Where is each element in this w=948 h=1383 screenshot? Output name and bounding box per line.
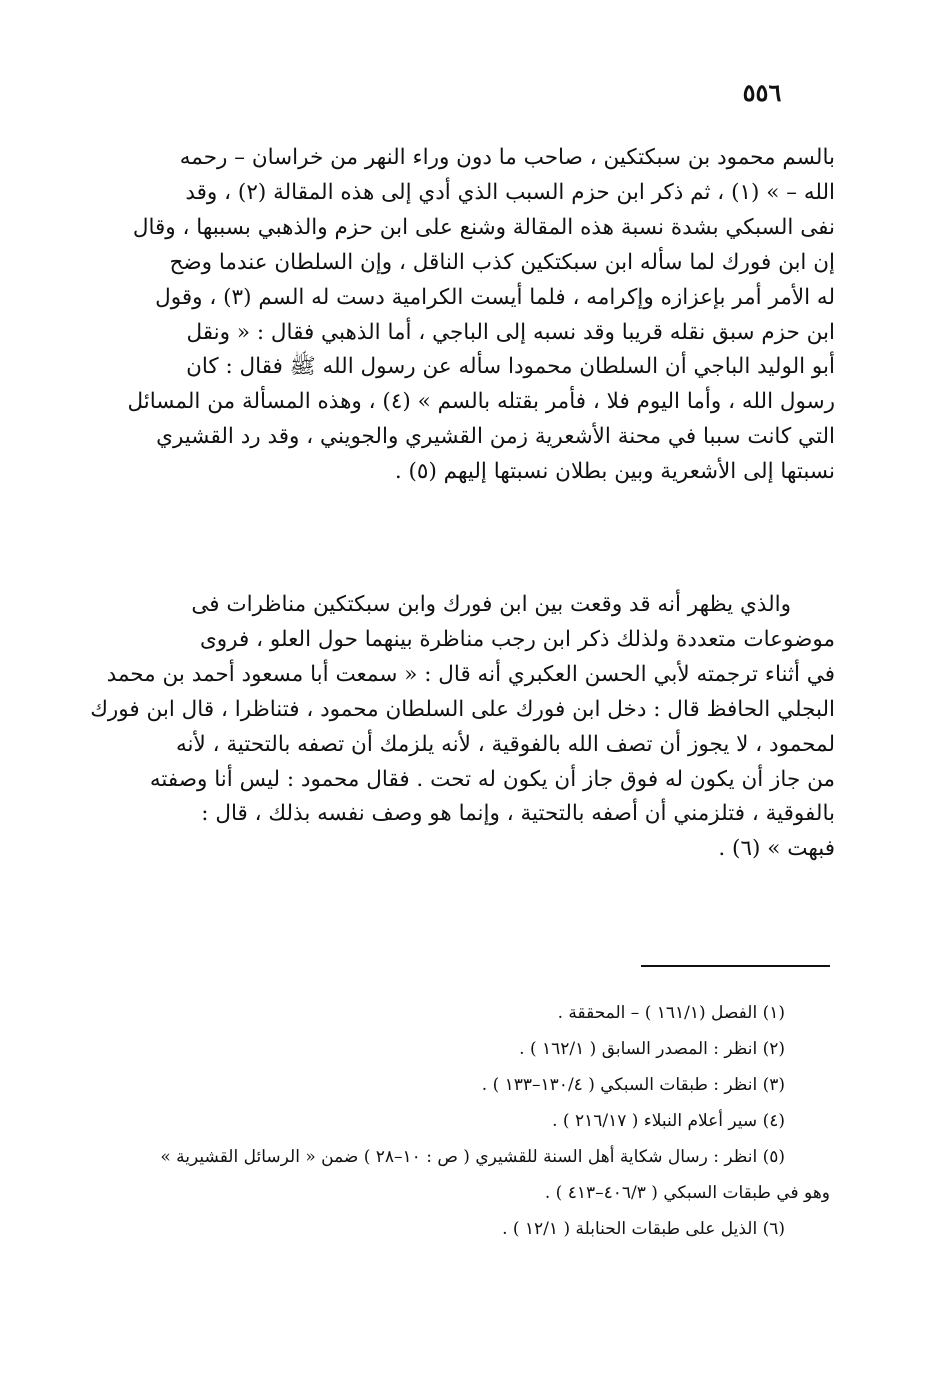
text-line: إن ابن فورك لما سأله ابن سبكتكين كذب الناقل ، وإن السلطان عندما وضح — [169, 249, 835, 275]
text-line: له الأمر أمر بإعزازه وإكرامه ، فلما أيست الكرامية دست له السم (٣) ، وقول — [155, 284, 835, 310]
text-line: رسول الله ، وأما اليوم فلا ، فأمر بقتله بالسم » (٤) ، وهذه المسألة من المسائل — [127, 389, 835, 415]
text-line: بالفوقية ، فتلزمني أن أصفه بالتحتية ، وإنما هو وصف نفسه بذلك ، قال : — [201, 801, 835, 827]
paragraph-1 — [127, 141, 835, 490]
text-line: التي كانت سببا في محنة الأشعرية زمن القشيري والجويني ، وقد رد القشيري — [156, 424, 835, 450]
text-line: نفى السبكي بشدة نسبة هذه المقالة وشنع على ابن حزم والذهبي بسببها ، وقال — [132, 214, 835, 240]
footnote-1: (١) الفصل (١٦١/١ ) – المحققة . — [557, 1003, 785, 1023]
footnote-5-continuation: وهو في طبقات السبكي ( ٤٠٦/٣–٤١٣ ) . — [544, 1183, 830, 1203]
footnote-3: (٣) انظر : طبقات السبكي ( ١٣٠/٤–١٣٣ ) . — [481, 1075, 785, 1095]
paragraph-2 — [90, 588, 835, 867]
text-line: الله – » (١) ، ثم ذكر ابن حزم السبب الذي أدي إلى هذه المقالة (٢) ، وقد — [185, 179, 835, 205]
footnote-divider — [641, 965, 830, 967]
footnotes — [120, 995, 830, 1247]
footnote-2: (٢) انظر : المصدر السابق ( ١٦٢/١ ) . — [519, 1039, 785, 1059]
text-line: نسبتها إلى الأشعرية وبين بطلان نسبتها إليهم (٥) . — [394, 459, 835, 485]
text-line: أبو الوليد الباجي أن السلطان محمودا سأله عن رسول الله ﷺ فقال : كان — [186, 354, 835, 380]
text-line: ابن حزم سبق نقله قريبا وقد نسبه إلى الباجي ، أما الذهبي فقال : « ونقل — [186, 319, 835, 345]
text-line: من جاز أن يكون له فوق جاز أن يكون له تحت . فقال محمود : ليس أنا وصفته — [149, 766, 835, 792]
footnote-4: (٤) سير أعلام النبلاء ( ٢١٦/١٧ ) . — [552, 1111, 785, 1131]
text-line: لمحمود ، لا يجوز أن تصف الله بالفوقية ، لأنه يلزمك أن تصفه بالتحتية ، لأنه — [176, 731, 835, 757]
text-line: في أثناء ترجمته لأبي الحسن العكبري أنه قال : « سمعت أبا مسعود أحمد بن محمد — [106, 661, 835, 687]
text-line: بالسم محمود بن سبكتكين ، صاحب ما دون وراء النهر من خراسان – رحمه — [179, 145, 835, 170]
text-line: البجلي الحافظ قال : دخل ابن فورك على السلطان محمود ، فتناظرا ، قال ابن فورك — [90, 696, 835, 722]
footnote-5: (٥) انظر : رسال شكاية أهل السنة للقشيري ( ص : ١٠–٢٨ ) ضمن « الرسائل القشيرية » — [160, 1147, 785, 1167]
text-line: فبهت » (٦) . — [718, 836, 835, 862]
text-line: والذي يظهر أنه قد وقعت بين ابن فورك وابن سبكتكين مناظرات فى — [191, 592, 791, 617]
page-number: ٥٥٦ — [742, 78, 782, 107]
footnote-6: (٦) الذيل على طبقات الحنابلة ( ١٢/١ ) . — [502, 1219, 785, 1239]
text-line: موضوعات متعددة ولذلك ذكر ابن رجب مناظرة بينهما حول العلو ، فروى — [199, 626, 835, 652]
